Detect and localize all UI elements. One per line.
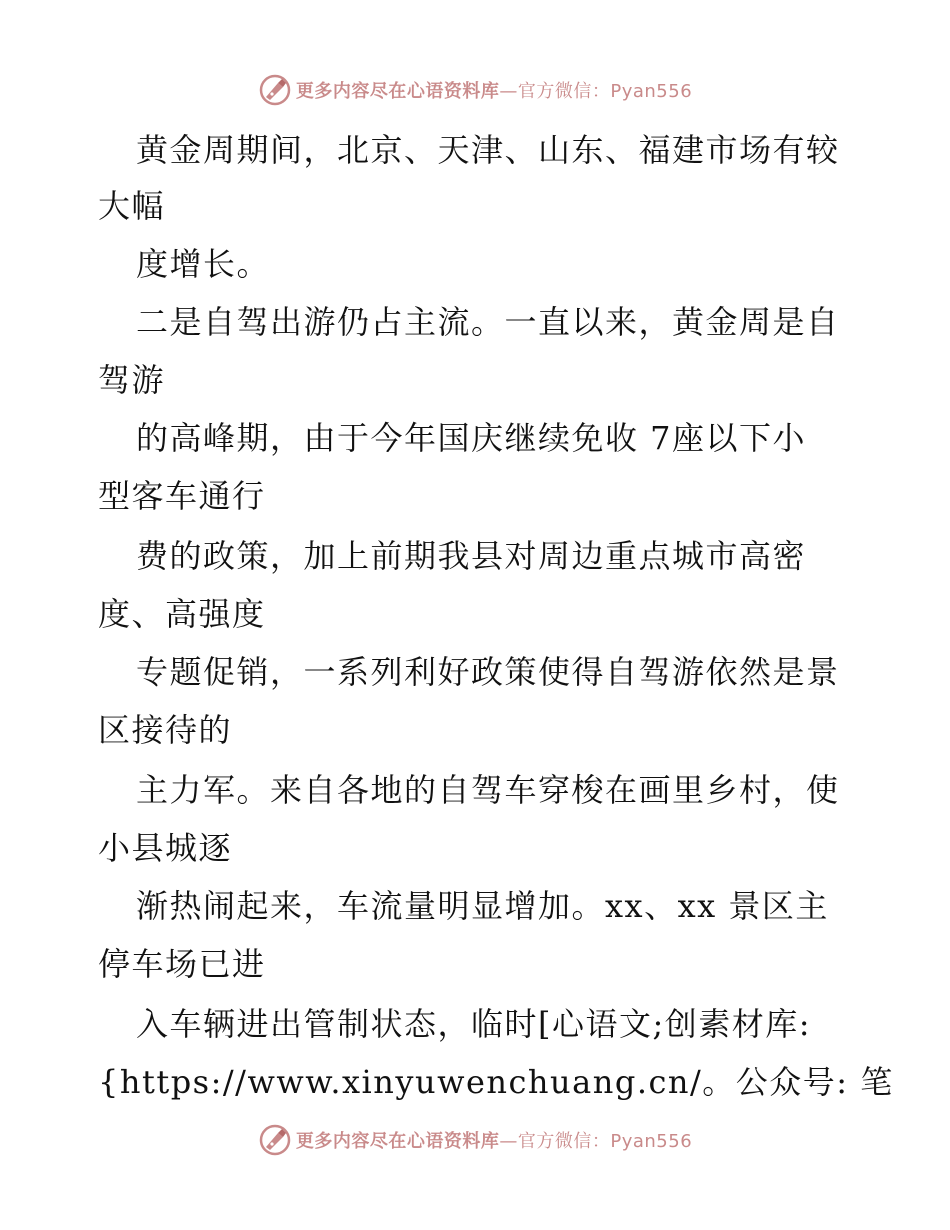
text-line: 黄金周期间，北京、天津、山东、福建市场有较 [136,131,840,169]
banner-wechat-label: 官方微信： [517,1131,611,1152]
banner-wechat-id: Pyan556 [610,1131,693,1152]
text-line: 驾游 [98,361,166,399]
banner-wechat-id: Pyan556 [610,81,693,102]
banner-text [296,1127,692,1153]
banner-site-text: 更多内容尽在心语资料库 [295,81,500,102]
text-line: 费的政策，加上前期我县对周边重点城市高密 [136,537,807,575]
text-line: 型客车通行 [98,477,266,515]
banner-text [296,77,692,103]
text-line: 大幅 [98,187,166,225]
banner-separator: — [499,81,518,102]
text-line: 的高峰期，由于今年国庆继续免收 7座以下小 [136,419,807,457]
banner-site-text: 更多内容尽在心语资料库 [295,1131,500,1152]
text-line: 二是自驾出游仍占主流。一直以来，黄金周是自 [136,303,840,341]
text-line: 专题促销，一系列利好政策使得自驾游依然是景 [136,653,840,691]
text-line: 主力军。来自各地的自驾车穿梭在画里乡村，使 [136,771,840,809]
text-line: 渐热闹起来，车流量明显增加。xx、xx 景区主 [136,887,829,925]
header-banner [0,70,950,110]
text-line: 小县城逐 [98,829,233,867]
pen-nib-logo-icon [258,73,292,107]
banner-wechat-label: 官方微信： [517,81,611,102]
text-line: {https://www.xinyuwenchuang.cn/。公众号: 笔 [98,1063,894,1101]
text-line: 停车场已进 [98,945,266,983]
text-line: 度增长。 [136,245,271,283]
banner-separator: — [499,1131,518,1152]
footer-banner [0,1120,950,1160]
text-line: 度、高强度 [98,595,266,633]
text-line: 区接待的 [98,711,233,749]
pen-nib-logo-icon [258,1123,292,1157]
text-line: 入车辆进出管制状态，临时[心语文;创素材库: [136,1005,812,1043]
